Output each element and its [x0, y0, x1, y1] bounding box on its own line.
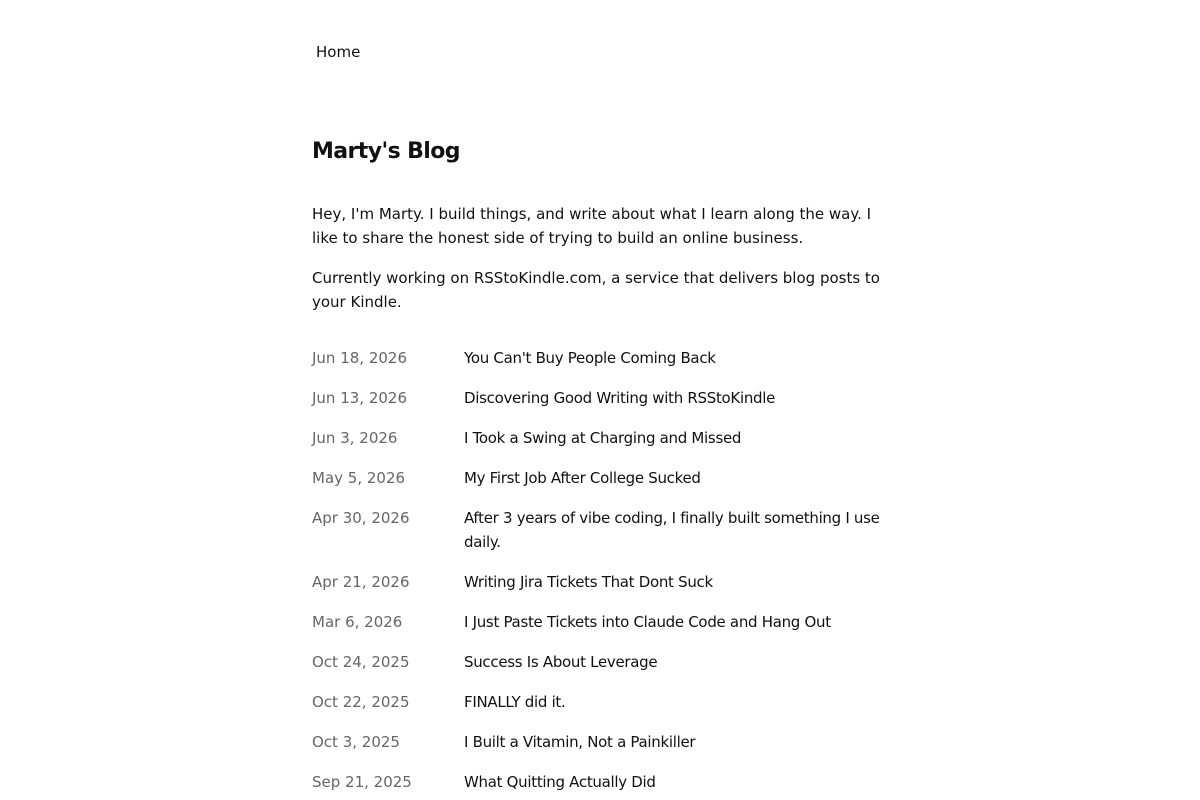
- main-content: [312, 136, 888, 800]
- post-title-link[interactable]: I Just Paste Tickets into Claude Code and Hang Out: [464, 613, 831, 631]
- post-date: Apr 30, 2026: [312, 509, 410, 527]
- post-title-link[interactable]: What Quitting Actually Did: [464, 773, 656, 791]
- post-item: [312, 610, 888, 634]
- post-date: Oct 24, 2025: [312, 653, 410, 671]
- post-date: Oct 22, 2025: [312, 693, 410, 711]
- post-item: [312, 386, 888, 410]
- post-item: [312, 426, 888, 450]
- intro-paragraph-2: Currently working on RSStoKindle.com, a service that delivers blog posts to your Kindle.: [312, 269, 880, 311]
- post-date: Oct 3, 2025: [312, 733, 400, 751]
- intro-paragraph-1: Hey, I'm Marty. I build things, and write about what I learn along the way. I like to share the honest side of trying to build an online business.: [312, 205, 872, 247]
- post-title-link[interactable]: After 3 years of vibe coding, I finally built something I use daily.: [464, 509, 880, 551]
- post-date: Apr 21, 2026: [312, 573, 410, 591]
- post-date: Sep 21, 2025: [312, 773, 412, 791]
- post-item: [312, 346, 888, 370]
- post-title-link[interactable]: I Built a Vitamin, Not a Painkiller: [464, 733, 696, 751]
- post-title-link[interactable]: Discovering Good Writing with RSStoKindle: [464, 389, 776, 407]
- post-item: [312, 730, 888, 754]
- post-date: Jun 3, 2026: [312, 429, 398, 447]
- post-date: Jun 13, 2026: [312, 389, 408, 407]
- post-item: [312, 506, 888, 554]
- post-date: Mar 6, 2026: [312, 613, 403, 631]
- post-item: [312, 690, 888, 714]
- page-title: Marty's Blog: [312, 139, 460, 164]
- post-list: [312, 346, 888, 794]
- home-link[interactable]: Home: [316, 43, 361, 61]
- post-item: [312, 570, 888, 594]
- post-title-link[interactable]: Success Is About Leverage: [464, 653, 658, 671]
- post-title-link[interactable]: Writing Jira Tickets That Dont Suck: [464, 573, 713, 591]
- post-title-link[interactable]: I Took a Swing at Charging and Missed: [464, 429, 742, 447]
- post-title-link[interactable]: FINALLY did it.: [464, 693, 566, 711]
- post-date: May 5, 2026: [312, 469, 406, 487]
- post-item: [312, 650, 888, 674]
- post-title-link[interactable]: My First Job After College Sucked: [464, 469, 701, 487]
- post-item: [312, 770, 888, 794]
- top-nav: [316, 42, 360, 62]
- post-date: Jun 18, 2026: [312, 349, 408, 367]
- post-item: [312, 466, 888, 490]
- post-title-link[interactable]: You Can't Buy People Coming Back: [464, 349, 716, 367]
